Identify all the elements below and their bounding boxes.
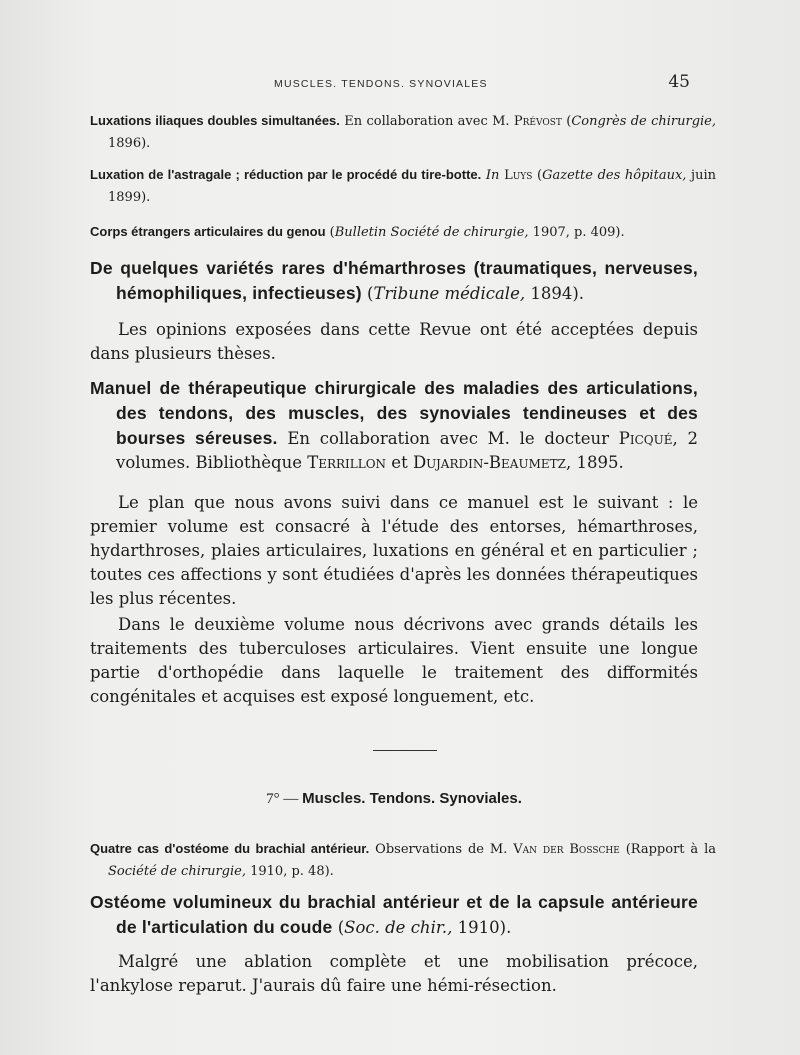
- entry-title: Luxation de l'astragale ; réduction par le procédé du tire-botte.: [90, 167, 482, 182]
- bibliography-entry-2: Luxation de l'astragale ; réduction par le procédé du tire-botte. In Luys (Gazette des hôpitaux, juin 1899).: [90, 167, 716, 205]
- entry-title: Corps étrangers articulaires du genou: [90, 224, 326, 239]
- journal-name: Gazette des hôpitaux,: [542, 168, 687, 183]
- author-name: Prévost: [513, 114, 562, 129]
- bibliography-entry-4: De quelques variétés rares d'hémarthroses (traumatiques, nerveuses, hémophiliques, infectieuses) (Tribune médicale, 1894). Les opinions exposées dans cette Revue ont été acceptées depuis dans plusieurs thèses.: [90, 256, 698, 366]
- entry-paragraph: Malgré une ablation complète et une mobilisation précoce, l'ankylose reparut. J'aurais dû faire une hémi-résection.: [90, 952, 698, 995]
- journal-name: Congrès de chirurgie,: [571, 114, 716, 129]
- author-name: Picqué: [618, 429, 673, 448]
- section-title: Muscles. Tendons. Synoviales.: [302, 790, 522, 807]
- bibliography-entry-5: Manuel de thérapeutique chirurgicale des maladies des articulations, des tendons, des muscles, des synoviales tendineuses et des bourses séreuses. En collaboration avec M. le docteur Picqué, 2 volumes. Bibliothèque Terrillon et Dujardin-Beaumetz, 1895. Le plan que nous avons suivi dans ce manuel est le suivant : le premier volume est consacré à l'étude des entorses, hémarthroses, hydarthroses, plaies articulaires, luxations en général et en particulier ; toutes ces affections y sont étudiées d'après les données thérapeutiques les plus récentes. Dans le deuxième volume nous décrivons avec grands détails les traitements des tuberculoses articulaires. Vient ensuite une longue partie d'orthopédie dans laquelle le traitement des difformités congénitales et acquises est exposé longuement, etc.: [90, 376, 698, 709]
- entry-title: De quelques variétés rares d'hémarthroses (traumatiques, nerveuses, hémophiliques, infectieuses): [90, 258, 698, 303]
- entry-title: Ostéome volumineux du brachial antérieur et de la capsule antérieure de l'articulation du coude: [90, 892, 698, 937]
- bibliography-entry-1: Luxations iliaques doubles simultanées. En collaboration avec M. Prévost (Congrès de chirurgie, 1896).: [90, 113, 716, 151]
- journal-name: Société de chirurgie,: [108, 864, 246, 879]
- bibliography-entry-3: Corps étrangers articulaires du genou (Bulletin Société de chirurgie, 1907, p. 409).: [90, 224, 625, 240]
- entry-paragraph: Les opinions exposées dans cette Revue ont été acceptées depuis dans plusieurs thèses.: [90, 320, 698, 363]
- section-divider: [373, 750, 437, 751]
- page-header: [90, 74, 690, 98]
- journal-name: Bulletin Société de chirurgie,: [334, 225, 529, 240]
- journal-name: Soc. de chir.,: [344, 918, 453, 937]
- author-name: Terrillon: [307, 453, 387, 472]
- author-name: Luys: [504, 168, 533, 183]
- entry-paragraph: Le plan que nous avons suivi dans ce manuel est le suivant : le premier volume est consacré à l'étude des entorses, hémarthroses, hydarthroses, plaies articulaires, luxations en général et en particulier ; toutes ces affections y sont étudiées d'après les données thérapeutiques les plus récentes.: [90, 493, 698, 608]
- journal-name: Tribune médicale,: [373, 284, 526, 303]
- section-number: 7° —: [266, 791, 299, 807]
- author-name: Dujardin-Beaumetz: [412, 453, 566, 472]
- entry-title: Luxations iliaques doubles simultanées.: [90, 113, 340, 128]
- bibliography-entry-6: Quatre cas d'ostéome du brachial antérieur. Observations de M. Van der Bossche (Rapport à la Société de chirurgie, 1910, p. 48).: [90, 841, 716, 879]
- page-number: 45: [668, 72, 690, 92]
- running-head: MUSCLES. TENDONS. SYNOVIALES: [274, 78, 488, 90]
- entry-title: Quatre cas d'ostéome du brachial antérieur.: [90, 841, 370, 856]
- section-heading: [90, 790, 698, 808]
- entry-title: Manuel de thérapeutique chirurgicale des maladies des articulations, des tendons, des muscles, des synoviales tendineuses et des bourses séreuses.: [90, 378, 698, 448]
- author-name: Van der Bossche: [513, 842, 620, 857]
- bibliography-entry-7: Ostéome volumineux du brachial antérieur et de la capsule antérieure de l'articulation du coude (Soc. de chir., 1910). Malgré une ablation complète et une mobilisation précoce, l'ankylose reparut. J'aurais dû faire une hémi-résection.: [90, 890, 698, 998]
- entry-paragraph: Dans le deuxième volume nous décrivons avec grands détails les traitements des tuberculoses articulaires. Vient ensuite une longue partie d'orthopédie dans laquelle le traitement des difformités congénitales et acquises est exposé longuement, etc.: [90, 615, 698, 706]
